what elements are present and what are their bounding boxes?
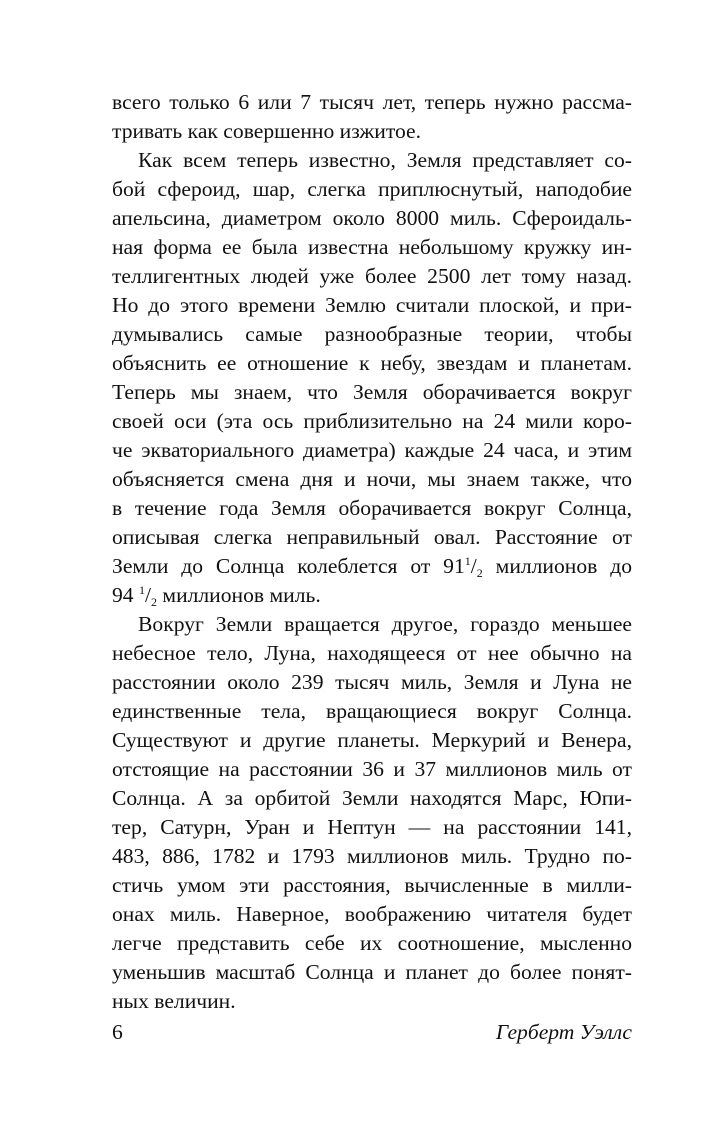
text-segment: 94 [112, 583, 139, 607]
text-line: в течение года Земля оборачивается вокруг Солнца, [112, 496, 632, 520]
running-author: Герберт Уэллс [495, 1020, 632, 1044]
fraction-denominator: 2 [151, 595, 157, 609]
text-line: ная форма ее была известна небольшому кружку ин- [112, 235, 632, 259]
text-segment: миллионов до [482, 554, 632, 578]
text-line: легче представить себе их соотношение, мысленно [112, 931, 632, 955]
text-line: Как всем теперь известно, Земля представляет со- [138, 148, 632, 172]
page-body [112, 88, 632, 1016]
text-line: уменьшив масштаб Солнца и планет до более понят- [112, 960, 632, 984]
text-segment: Земли до Солнца колеблется от 91 [112, 554, 465, 578]
text-line: Солнца. А за орбитой Земли находятся Марс, Юпи- [112, 786, 632, 810]
text-line: стичь умом эти расстояния, вычисленные в милли- [112, 873, 632, 897]
fraction-slash: / [470, 554, 477, 578]
text-line: всего только 6 или 7 тысяч лет, теперь нужно рассма- [112, 90, 632, 114]
text-line: 483, 886, 1782 и 1793 миллионов миль. Трудно по- [112, 844, 632, 868]
fraction-slash: / [145, 583, 151, 607]
page-number: 6 [112, 1020, 123, 1044]
text-line: Вокруг Земли вращается другое, гораздо меньшее [138, 612, 632, 636]
text-line: онах миль. Наверное, воображению читателя будет [112, 902, 632, 926]
fraction-numerator: 1 [139, 583, 145, 597]
text-line: объясняется смена дня и ночи, мы знаем также, что [112, 467, 632, 491]
text-line: Но до этого времени Землю считали плоской, и при- [112, 293, 632, 317]
text-line: Существуют и другие планеты. Меркурий и Венера, [112, 728, 632, 752]
text-line-fraction-2 [112, 581, 632, 610]
text-line: своей оси (эта ось приблизительно на 24 мили коро- [112, 409, 632, 433]
text-segment: миллионов миль. [157, 583, 321, 607]
text-line: че экваториального диаметра) каждые 24 часа, и этим [112, 438, 632, 462]
fraction-numerator: 1 [464, 554, 471, 568]
text-line: ных величин. [112, 989, 236, 1013]
fraction-denominator: 2 [476, 566, 483, 580]
text-line: тер, Сатурн, Уран и Нептун — на расстоянии 141, [112, 815, 632, 839]
text-line-fraction-1 [112, 552, 632, 581]
text-line: объяснить ее отношение к небу, звездам и планетам. [112, 351, 632, 375]
text-line: описывая слегка неправильный овал. Расстояние от [112, 525, 632, 549]
text-line: теллигентных людей уже более 2500 лет тому назад. [112, 264, 632, 288]
text-line: тривать как совершенно изжитое. [112, 119, 422, 143]
text-line: отстоящие на расстоянии 36 и 37 миллионов миль от [112, 757, 632, 781]
text-line: апельсина, диаметром около 8000 миль. Сфероидаль- [112, 206, 632, 230]
text-line: единственные тела, вращающиеся вокруг Солнца. [112, 699, 632, 723]
text-line: расстоянии около 239 тысяч миль, Земля и Луна не [112, 670, 632, 694]
text-block-b [112, 610, 632, 1016]
text-line: небесное тело, Луна, находящееся от нее обычно на [112, 641, 632, 665]
text-block-a [112, 88, 632, 552]
text-line: Теперь мы знаем, что Земля оборачивается вокруг [112, 380, 632, 404]
text-line: бой сфероид, шар, слегка приплюснутый, наподобие [112, 177, 632, 201]
text-line: думывались самые разнообразные теории, чтобы [112, 322, 632, 346]
page-footer [112, 1020, 632, 1050]
